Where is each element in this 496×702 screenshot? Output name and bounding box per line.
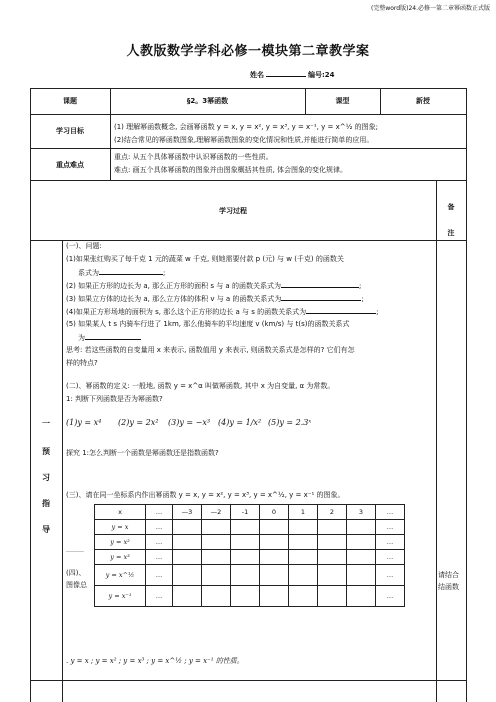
keypoint-1: 重点: 从五个具体幂函数中认识幂函数的一些性质。: [114, 153, 273, 161]
ellipsis-cell: …: [146, 586, 173, 607]
row-label: y = x²: [95, 535, 146, 550]
definition-text: (二)、幂函数的定义: 一般地, 函数 y = x^α 叫做幂函数, 其中 x 为自变量, α 为常数。: [66, 382, 335, 390]
question-1b: 系式为 ;: [78, 269, 166, 277]
topic-label: 课题: [63, 97, 77, 105]
input-cell[interactable]: [173, 535, 202, 550]
input-cell[interactable]: [231, 586, 260, 607]
question-2: (2) 如果正方形的边长为 a, 那么正方形的面积 s 与 a 的函数关系式为 ;: [66, 282, 362, 290]
input-cell[interactable]: [260, 550, 289, 565]
value-table: [94, 504, 405, 607]
input-cell[interactable]: [289, 586, 318, 607]
input-cell[interactable]: [202, 550, 231, 565]
input-cell[interactable]: [289, 550, 318, 565]
name-blank: [266, 76, 306, 77]
input-cell[interactable]: [173, 520, 202, 535]
question-2-text: (2) 如果正方形的边长为 a, 那么正方形的面积 s 与 a 的函数关系式为: [66, 282, 281, 290]
row-label: y = x: [95, 520, 146, 535]
input-cell[interactable]: [231, 565, 260, 586]
question-5b-text: 为: [78, 334, 85, 342]
ellipsis-cell: …: [146, 520, 173, 535]
section-char-2: 预: [42, 447, 50, 456]
input-cell[interactable]: [231, 520, 260, 535]
input-cell[interactable]: [347, 586, 376, 607]
properties-footer: . y = x ; y = x² ; y = x³ ; y = x^½ ; y = x⁻¹ 的性质。: [66, 657, 244, 665]
input-cell[interactable]: [347, 520, 376, 535]
ellipsis-cell: …: [376, 535, 405, 550]
goals-label: 学习目标: [56, 127, 84, 135]
item-4: (4)y = 1/x²: [218, 418, 262, 427]
keypoints-label: 重点难点: [56, 161, 84, 169]
x-value: —2: [202, 505, 231, 520]
number-label: 编号:24: [308, 71, 335, 79]
input-cell[interactable]: [318, 535, 347, 550]
section-four-label: (四)、: [66, 569, 86, 577]
row-divider: [30, 180, 466, 181]
section-col-divider: [62, 240, 63, 702]
type-label: 课型: [335, 97, 350, 105]
input-cell[interactable]: [347, 565, 376, 586]
input-cell[interactable]: [260, 520, 289, 535]
page-title: 人教版数学学科必修一模块第二章教学案: [126, 44, 370, 59]
bottom-divider: [30, 680, 466, 681]
input-cell[interactable]: [318, 550, 347, 565]
item-5: (5)y = 2.3ˣ: [268, 418, 312, 427]
item-3: (3)y = −x³: [168, 418, 211, 427]
section-four-title: 图像总: [66, 581, 87, 589]
explore-question: 探究 1:怎么判断一个函数是幂函数还是指数函数?: [66, 449, 219, 457]
question-4-text: (4)如果正方形场地的面积为 s, 那么这个正方形的边长 a 与 s 的函数关系式为: [66, 308, 307, 316]
row-divider: [30, 148, 466, 149]
table-top-border: [30, 88, 466, 89]
keypoint-2: 难点: 画五个具体幂函数的图象并由图象概括其性质, 体会图象的变化规律。: [114, 166, 348, 174]
input-cell[interactable]: [231, 535, 260, 550]
x-header: x: [95, 505, 146, 520]
topic-value: §2。3幂函数: [186, 97, 229, 105]
question-5b: [78, 332, 141, 343]
question-5a: (5) 如果某人 t s 内骑车行进了 1km, 那么他骑车的平均速度 v (km/s) 与 t(s)的函数关系式: [66, 320, 350, 328]
note-label: 备 注: [447, 203, 455, 237]
section-char-4: 指: [42, 499, 50, 508]
type-value: 新授: [416, 97, 430, 105]
goal-2: (2)结合常见的幂函数图象,理解幂函数图象的变化情况和性质,并能进行简单的应用。: [114, 136, 374, 144]
input-cell[interactable]: [260, 586, 289, 607]
input-cell[interactable]: [202, 535, 231, 550]
note-col-divider: [436, 180, 437, 702]
ellipsis-cell: …: [376, 565, 405, 586]
input-cell[interactable]: [289, 535, 318, 550]
x-value: —3: [173, 505, 202, 520]
file-header: (完整word版)24.必修一第二章幂函数正式版: [371, 5, 490, 12]
process-label: 学习过程: [219, 207, 247, 215]
row-divider: [30, 114, 466, 115]
questions-heading: (一)、问题:: [66, 242, 102, 250]
input-cell[interactable]: [260, 535, 289, 550]
x-value: …: [146, 505, 173, 520]
think-1: 思考: 若这些函数的自变量用 x 来表示, 函数值用 y 来表示, 则函数关系式是怎样的? 它们有怎: [66, 346, 355, 354]
input-cell[interactable]: [202, 565, 231, 586]
question-1a: (1)如果张红购买了每千克 1 元的蔬菜 w 千克, 则她需要付款 p (元) 与 w (千克) 的函数关: [66, 255, 344, 263]
question-3-text: (3) 如果立方体的边长为 a, 那么立方体的体积 v 与 a 的函数关系式为: [66, 295, 282, 303]
section-char-5: 导: [42, 525, 50, 534]
x-value: -1: [231, 505, 260, 520]
question-3: (3) 如果立方体的边长为 a, 那么立方体的体积 v 与 a 的函数关系式为 ;: [66, 295, 364, 303]
input-cell[interactable]: [347, 535, 376, 550]
input-cell[interactable]: [202, 520, 231, 535]
input-cell[interactable]: [318, 520, 347, 535]
left-dots: ………: [66, 547, 84, 554]
answer-blank[interactable]: [85, 332, 141, 340]
question-1b-text: 系式为: [78, 269, 99, 277]
row-label: y = x^½: [95, 565, 146, 586]
input-cell[interactable]: [260, 565, 289, 586]
meta-line: [250, 70, 335, 80]
item-1: (1)y = x⁴: [66, 418, 102, 427]
answer-blank[interactable]: [306, 306, 376, 314]
answer-blank[interactable]: [281, 293, 361, 301]
input-cell[interactable]: [289, 565, 318, 586]
item-2: (2)y = 2x²: [118, 418, 159, 427]
name-label: 姓名: [250, 71, 264, 79]
ellipsis-cell: …: [376, 550, 405, 565]
x-value: 0: [260, 505, 289, 520]
answer-blank[interactable]: [99, 267, 163, 275]
answer-blank[interactable]: [281, 280, 359, 288]
input-cell[interactable]: [173, 565, 202, 586]
right-note-2: 结函数: [438, 583, 459, 591]
ellipsis-cell: …: [146, 535, 173, 550]
input-cell[interactable]: [231, 550, 260, 565]
question-4: (4)如果正方形场地的面积为 s, 那么这个正方形的边长 a 与 s 的函数关系式为 ;: [66, 308, 379, 316]
input-cell[interactable]: [318, 586, 347, 607]
ellipsis-cell: …: [146, 565, 173, 586]
goal-1: (1) 理解幂函数概念, 会画幂函数 y = x, y = x², y = x³, y = x⁻¹, y = x^½ 的图象;: [114, 123, 378, 131]
x-value: 1: [289, 505, 318, 520]
ellipsis-cell: …: [376, 520, 405, 535]
right-note-1: 请结合: [438, 571, 459, 579]
row-label: y = x³: [95, 550, 146, 565]
input-cell[interactable]: [202, 586, 231, 607]
think-2: 样的特点?: [66, 359, 98, 367]
input-cell[interactable]: [173, 550, 202, 565]
input-cell[interactable]: [347, 550, 376, 565]
table-right-border: [466, 88, 467, 702]
x-value: 2: [318, 505, 347, 520]
ellipsis-cell: …: [376, 586, 405, 607]
section-char-3: 习: [42, 473, 50, 482]
graph-heading: (三)、请在同一坐标系内作出幂函数 y = x, y = x², y = x³, y = x^½, y = x⁻¹ 的图象。: [66, 491, 345, 499]
x-value: 3: [347, 505, 376, 520]
section-char-1: 一: [42, 419, 50, 428]
row-label: y = x⁻¹: [95, 586, 146, 607]
x-value: …: [376, 505, 405, 520]
ellipsis-cell: …: [146, 550, 173, 565]
input-cell[interactable]: [289, 520, 318, 535]
input-cell[interactable]: [173, 586, 202, 607]
input-cell[interactable]: [318, 565, 347, 586]
judge-prompt: 1: 判断下列函数是否为幂函数?: [66, 395, 163, 403]
